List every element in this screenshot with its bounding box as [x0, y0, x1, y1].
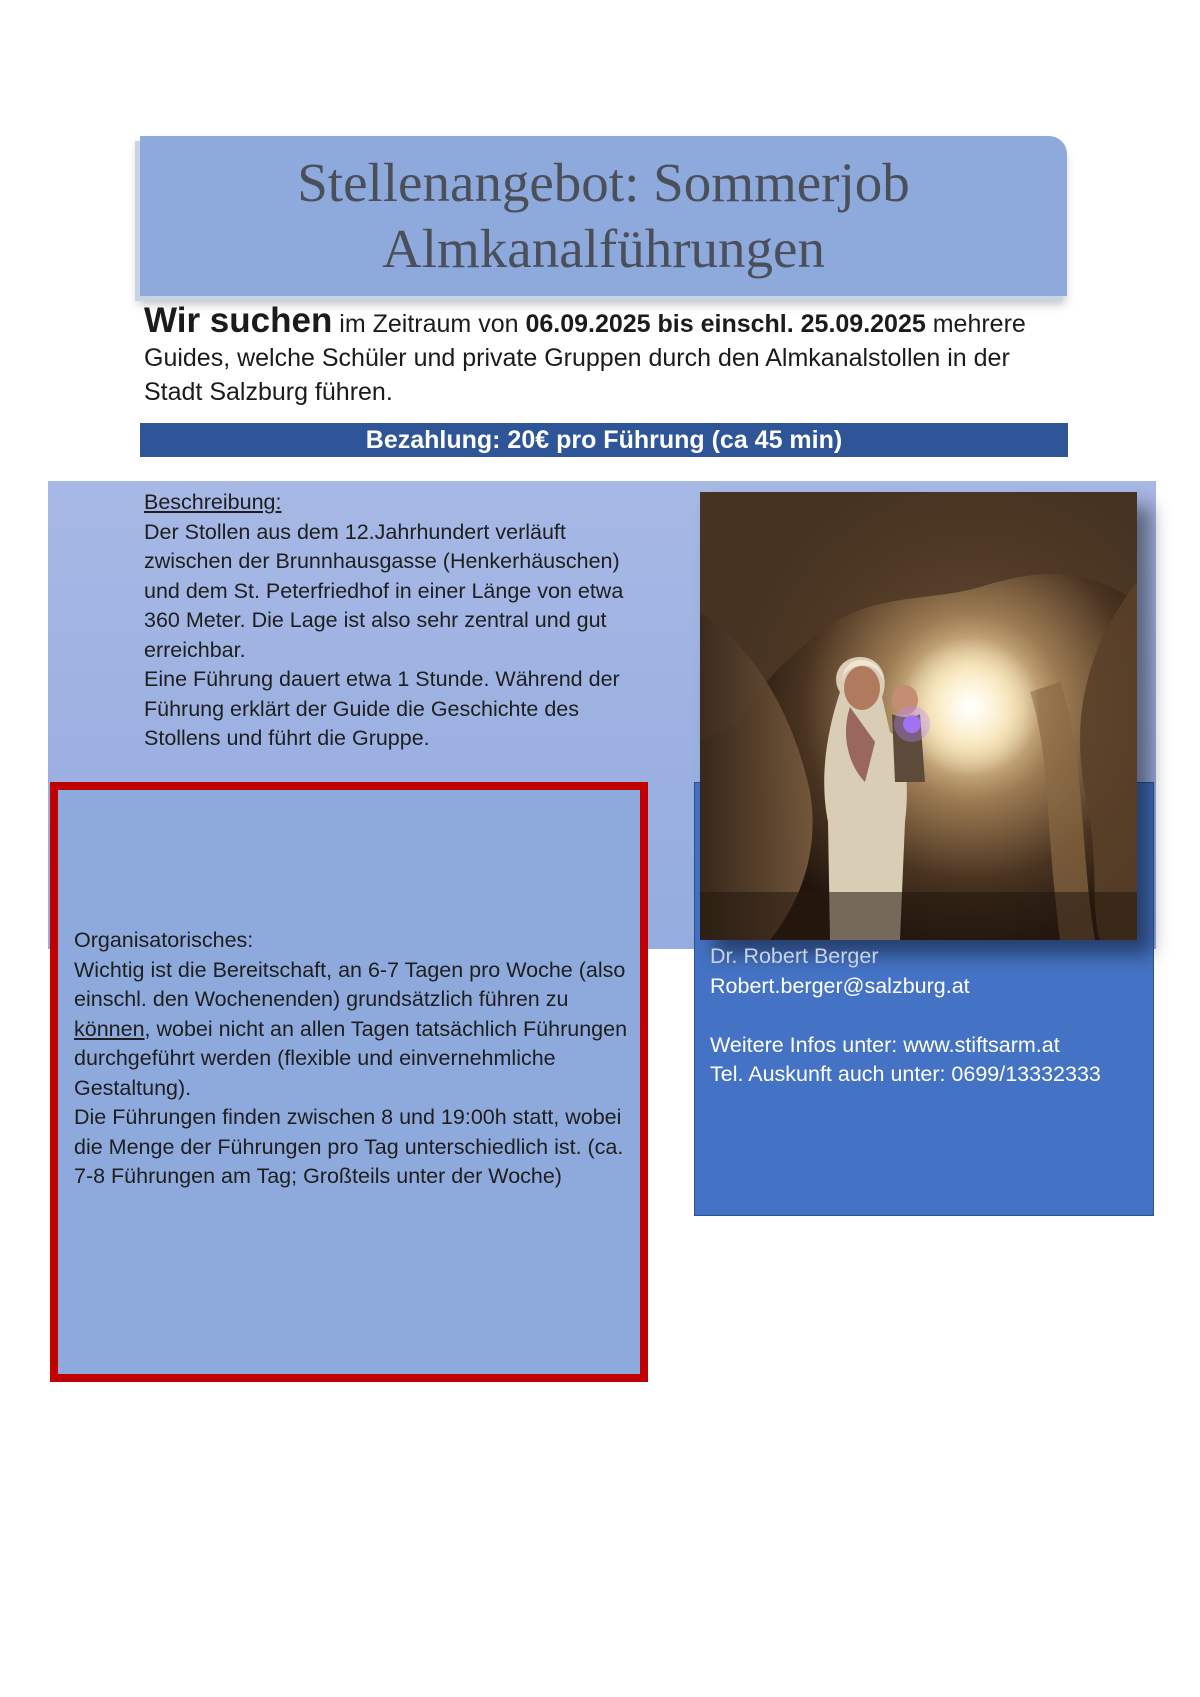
page-title-line-1: Stellenangebot: Sommerjob	[297, 152, 910, 213]
organisation-paragraph-1	[74, 956, 644, 1104]
organisation-p1-underlined: können	[74, 1016, 145, 1041]
payment-bar: Bezahlung: 20€ pro Führung (ca 45 min)	[140, 423, 1068, 457]
intro-text-2: bis einschl.	[650, 310, 801, 338]
tunnel-photo	[700, 492, 1137, 940]
contact-email[interactable]: Robert.berger@salzburg.at	[710, 973, 970, 998]
organisation-p1-a: Wichtig ist die Bereitschaft, an 6-7 Tagen pro Woche (also einschl. den Wochenenden) grundsätzlich führen zu	[74, 957, 626, 1011]
organisation-heading: Organisatorisches:	[74, 928, 254, 952]
page-title-line-2: Almkanalführungen	[382, 218, 825, 279]
description-body-2: Eine Führung dauert etwa 1 Stunde. Während der Führung erklärt der Guide die Geschichte des Stollens und führt die Gruppe.	[144, 667, 620, 750]
intro-lead: Wir suchen	[144, 301, 333, 340]
intro-text-1: im Zeitraum von	[332, 310, 526, 338]
intro-date-from: 06.09.2025	[525, 310, 651, 338]
contact-phone: Tel. Auskunft auch unter: 0699/13332333	[710, 1062, 1101, 1086]
contact-text	[710, 942, 1150, 1090]
organisation-paragraph-2: Die Führungen finden zwischen 8 und 19:00h statt, wobei die Menge der Führungen pro Tag unterschiedlich ist. (ca. 7-8 Führungen am Tag; Großteils unter der Woche)	[74, 1105, 624, 1188]
organisation-text	[74, 926, 644, 1192]
description-heading: Beschreibung:	[144, 490, 282, 514]
contact-name: Dr. Robert Berger	[710, 944, 879, 968]
intro-text-3: mehrere Guides, welche Schüler und private Gruppen durch den Almkanalstollen in der Stadt Salzburg führen.	[144, 310, 1026, 406]
intro-date-to: 25.09.2025	[800, 310, 926, 338]
intro-paragraph	[144, 301, 1074, 409]
description-body-1: Der Stollen aus dem 12.Jahrhundert verläuft zwischen der Brunnhausgasse (Henkerhäuschen) und dem St. Peterfriedhof in einer Länge von etwa 360 Meter. Die Lage ist also sehr zentral und gut erreichbar.	[144, 519, 624, 662]
tunnel-photo-image	[700, 492, 1137, 940]
description-text	[144, 488, 654, 754]
contact-website[interactable]: Weitere Infos unter: www.stiftsarm.at	[710, 1032, 1060, 1057]
organisation-p1-b: , wobei nicht an allen Tagen tatsächlich Führungen durchgeführt werden (flexible und einvernehmliche Gestaltung).	[74, 1016, 628, 1100]
title-banner	[140, 136, 1067, 296]
